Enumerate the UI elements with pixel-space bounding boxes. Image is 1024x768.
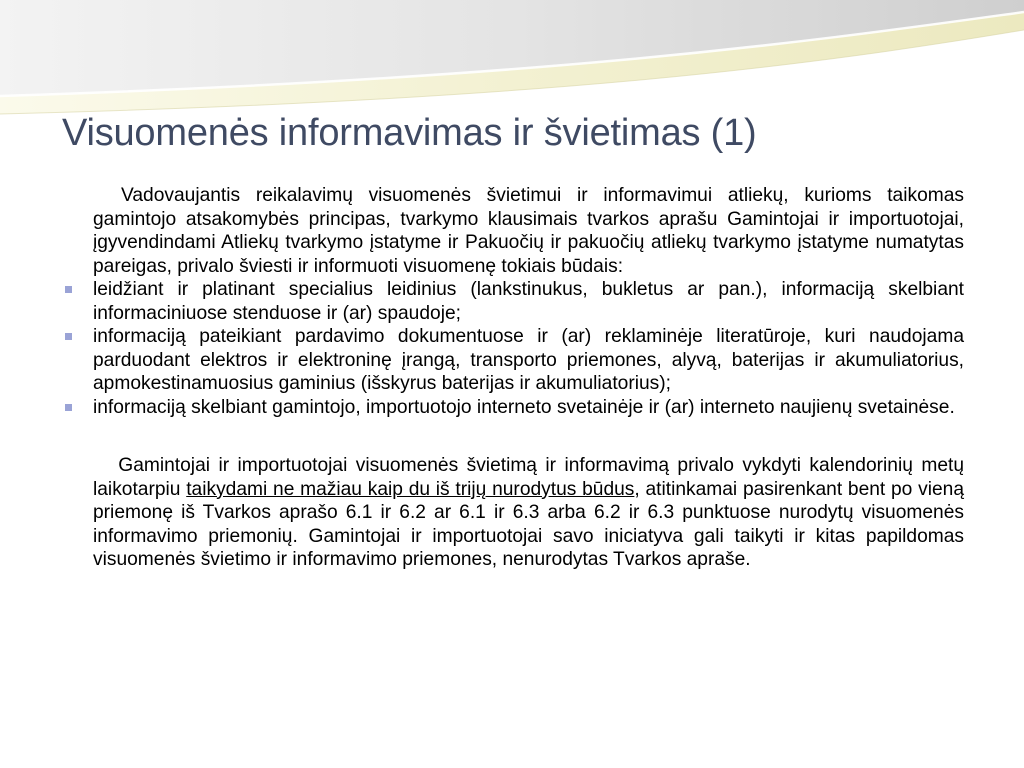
bullet-item (93, 278, 964, 325)
closing-text-after: , atitinkamai pasirenkant bent po vieną priemonę iš Tvarkos aprašo 6.1 ir 6.2 ar 6.1 ir 6.3 arba 6.2 ir 6.3 punktuose nurodytų visuomenės informavimo priemonių. Gamintojai ir importuotojai savo iniciatyva gali taikyti ir kitas papildomas visuomenės švietimo ir informavimo priemones, nenurodytas Tvarkos apraše. (93, 478, 964, 570)
square-bullet-icon (65, 333, 72, 340)
bullet-item (93, 325, 964, 396)
intro-paragraph: Vadovaujantis reikalavimų visuomenės švietimui ir informavimui atliekų, kurioms taikomas gamintojo atsakomybės principas, tvarkymo klausimais tvarkos aprašu Gamintojai ir importuotojai, įgyvendindami Atliekų tvarkymo įstatyme ir Pakuočių ir pakuočių atliekų tvarkymo įstatyme numatytas pareigas, privalo šviesti ir informuoti visuomenę tokiais būdais: (93, 185, 964, 277)
bullet-item (93, 396, 964, 420)
bullet-text: leidžiant ir platinant specialius leidinius (lankstinukus, bukletus ar pan.), informaciją skelbiant informaciniuose stenduose ir (ar) spaudoje; (93, 279, 964, 324)
closing-text-before: Gamintojai ir importuotojai visuomenės švietimą ir informavimą privalo vykdyti kalendorinių metų laikotarpiu (93, 455, 964, 500)
bullet-text: informaciją skelbiant gamintojo, importuotojo interneto svetainėje ir (ar) interneto naujienų svetainėse. (93, 396, 955, 418)
slide-content (93, 184, 964, 572)
bullet-text: informaciją pateikiant pardavimo dokumentuose ir (ar) reklaminėje literatūroje, kuri naudojama parduodant elektros ir elektroninę įrangą, transporto priemones, alyvą, baterijas ir akumuliatorius, apmokestinamuosius gaminius (išskyrus baterijas ir akumuliatorius); (93, 326, 964, 394)
bullet-list (93, 278, 964, 419)
underlined-emphasis: taikydami ne mažiau kaip du iš trijų nurodytus būdus (186, 478, 635, 500)
closing-paragraph (93, 454, 964, 572)
square-bullet-icon (65, 404, 72, 411)
slide-title: Visuomenės informavimas ir švietimas (1) (62, 112, 757, 154)
square-bullet-icon (65, 286, 72, 293)
